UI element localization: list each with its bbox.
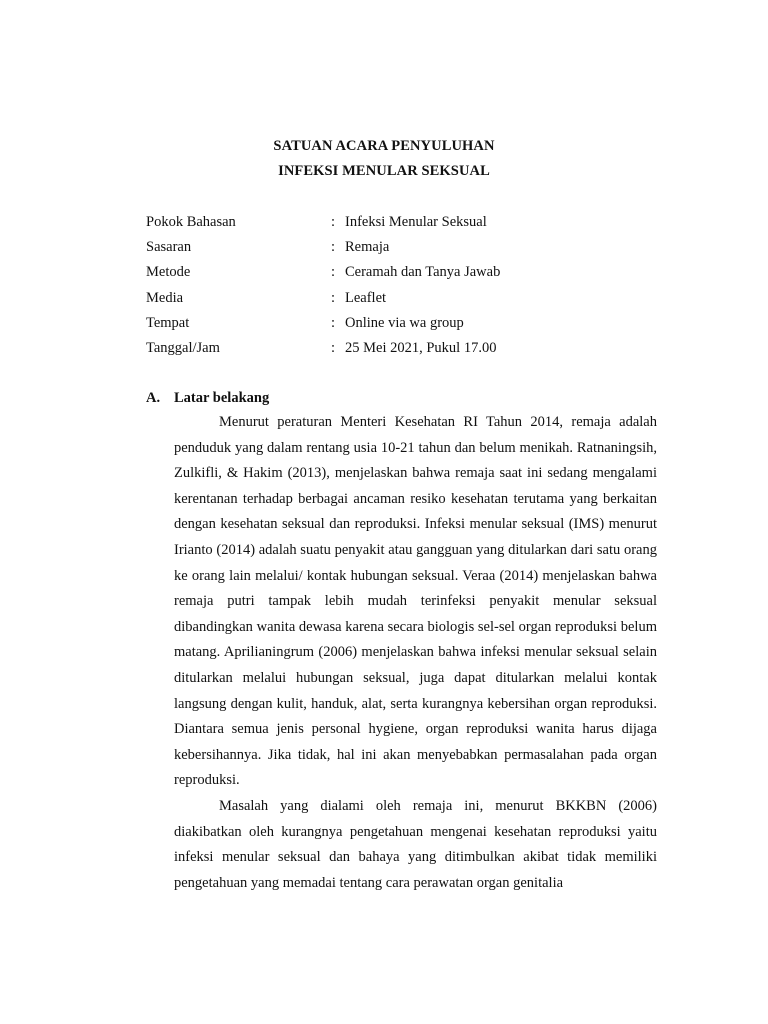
document-title: SATUAN ACARA PENYULUHAN (273, 138, 495, 154)
info-colon: : (331, 264, 336, 281)
info-value: Ceramah dan Tanya Jawab (345, 264, 501, 281)
info-colon: : (331, 289, 336, 306)
info-colon: : (331, 314, 336, 331)
section-title: Latar belakang (174, 390, 270, 406)
info-value: Online via wa group (345, 314, 464, 331)
section-heading (146, 389, 269, 407)
info-row-metode (146, 263, 666, 288)
section-body (174, 410, 657, 896)
info-table (146, 213, 666, 364)
info-row-tanggal-jam (146, 339, 666, 364)
info-value: Remaja (345, 239, 390, 256)
info-row-sasaran (146, 238, 666, 263)
section-letter: A. (146, 390, 161, 406)
info-label: Media (146, 289, 184, 306)
info-value: 25 Mei 2021, Pukul 17.00 (345, 339, 497, 356)
info-row-media (146, 289, 666, 314)
info-row-tempat (146, 314, 666, 339)
info-label: Tempat (146, 314, 190, 331)
paragraph: Menurut peraturan Menteri Kesehatan RI Tahun 2014, remaja adalah penduduk yang dalam rentang usia 10-21 tahun dan belum menikah. Ratnaningsih, Zulkifli, & Hakim (2013), menjelaskan bahwa remaja saat ini sedang mengalami kerentanan terhadap berbagai ancaman resiko kesehatan terutama yang berkaitan dengan kesehatan seksual dan reproduksi. Infeksi menular seksual (IMS) menurut Irianto (2014) adalah suatu penyakit atau gangguan yang ditularkan dari satu orang ke orang lain melalui/ kontak hubungan seksual. Veraa (2014) menjelaskan bahwa remaja putri tampak lebih mudah terinfeksi penyakit menular seksual dibandingkan wanita dewasa karena secara biologis sel-sel organ reproduksi belum matang. Aprilianingrum (2006) menjelaskan bahwa infeksi menular seksual selain ditularkan melalui hubungan seksual, juga dapat ditularkan melalui kontak langsung dengan kulit, handuk, alat, serta kurangnya kebersihan organ reproduksi. Diantara semua jenis personal hygiene, organ reproduksi wanita harus dijaga kebersihannya. Jika tidak, hal ini akan menyebabkan permasalahan pada organ reproduksi. (174, 414, 657, 789)
info-label: Metode (146, 264, 191, 281)
info-colon: : (331, 214, 336, 230)
info-colon: : (331, 339, 336, 356)
info-colon: : (331, 239, 336, 256)
info-row-pokok-bahasan (146, 213, 666, 238)
info-value: Infeksi Menular Seksual (345, 214, 487, 230)
info-label: Sasaran (146, 239, 192, 256)
document-subtitle: INFEKSI MENULAR SEKSUAL (278, 163, 490, 179)
paragraph: Masalah yang dialami oleh remaja ini, menurut BKKBN (2006) diakibatkan oleh kurangnya pengetahuan mengenai kesehatan reproduksi yaitu infeksi menular seksual dan bahaya yang ditimbulkan akibat tidak memiliki pengetahuan yang memadai tentang cara perawatan organ genitalia (174, 797, 657, 891)
info-value: Leaflet (345, 289, 387, 306)
info-label: Tanggal/Jam (146, 339, 220, 356)
info-label: Pokok Bahasan (146, 214, 236, 230)
